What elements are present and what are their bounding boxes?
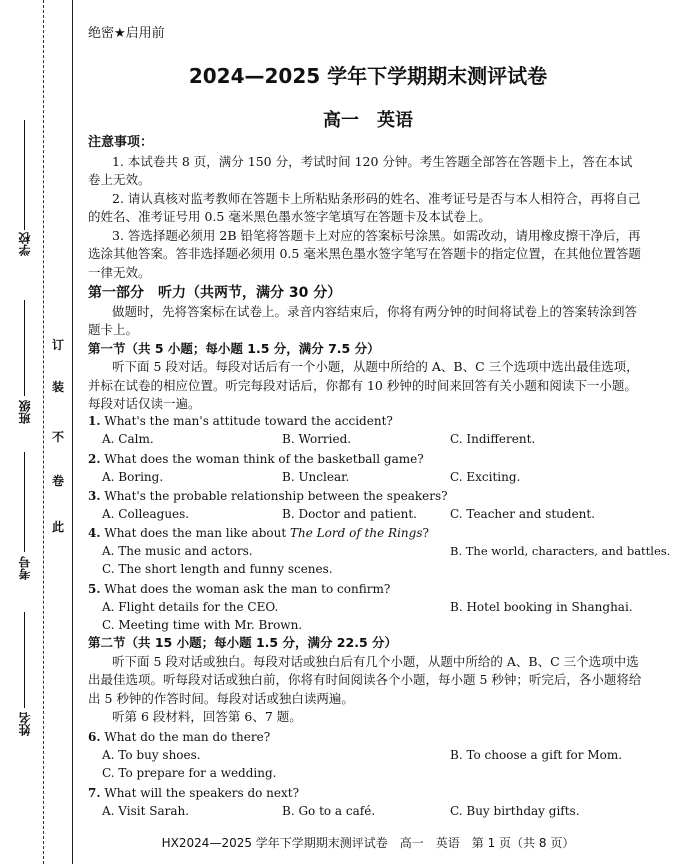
question-text: What does the woman ask the man to confirm? (104, 582, 391, 596)
question (88, 784, 644, 802)
option-b: B. Worried. (282, 432, 352, 446)
page-subtitle: 高一 英语 (323, 110, 413, 131)
option-a: A. Boring. (102, 470, 164, 484)
option-c: C. To prepare for a wedding. (102, 766, 277, 780)
class-label: 班级 (18, 400, 32, 424)
dashed-cut-line (43, 0, 44, 864)
question (88, 487, 644, 505)
option-c: C. Indifferent. (450, 432, 536, 446)
notice-block (88, 134, 644, 282)
page-footer: HX2024—2025 学年下学期期末测评试卷 高一 英语 第 1 页（共 8 页） (161, 836, 575, 850)
question (88, 412, 644, 430)
margin-line (72, 0, 73, 864)
question-number: 4. (88, 526, 101, 540)
name-blank (24, 612, 25, 708)
option-a: A. Flight details for the CEO. (102, 600, 279, 614)
seal-char: 此 (52, 520, 65, 534)
question (88, 450, 644, 468)
question-title-italic: The Lord of the Rings (290, 526, 423, 540)
option-b: B. To choose a gift for Mom. (450, 748, 623, 762)
school-label: 学校 (18, 232, 32, 256)
question-text: What's the probable relationship between the speakers? (104, 489, 448, 503)
exam-no-blank (24, 452, 25, 552)
notice-item: 2. 请认真核对监考教师在答题卡上所粘贴条形码的姓名、准考证号是否与本人相符合，再将自己的姓名、准考证号用 0.5 毫米黑色墨水签字笔填写在答题卡及本试卷上。 (88, 190, 641, 224)
seal-char: 装 (52, 380, 65, 394)
option-c: C. Meeting time with Mr. Brown. (102, 618, 303, 632)
option-c: C. Exciting. (450, 470, 521, 484)
question (88, 728, 644, 746)
question-text: What will the speakers do next? (104, 786, 300, 800)
section1-heading: 第一节（共 5 小题；每小题 1.5 分，满分 7.5 分） (88, 340, 380, 356)
option-b: B. Hotel booking in Shanghai. (450, 600, 633, 614)
section2-material: 听第 6 段材料，回答第 6、7 题。 (112, 709, 302, 724)
seal-char: 订 (52, 338, 65, 352)
seal-char: 卷 (52, 474, 65, 488)
option-a: A. The music and actors. (102, 544, 253, 558)
part1-block (88, 284, 644, 414)
option-b: B. Unclear. (282, 470, 350, 484)
question-number: 3. (88, 489, 101, 503)
question-text: What do the man do there? (104, 730, 271, 744)
section2-block (88, 634, 644, 727)
option-b: B. Go to a café. (282, 804, 376, 818)
question (88, 524, 644, 542)
section2-intro: 听下面 5 段对话或独白。每段对话或独白后有几个小题，从题中所给的 A、B、C 三个选项中选出最佳选项。听每段对话或独白前，你将有时间阅读各个小题，每小题 5 秒钟；听完后，各小题将给出 5 秒钟的作答时间。每段对话或独白读两遍。 (88, 653, 642, 706)
option-c: C. The short length and funny scenes. (102, 562, 333, 576)
section2-heading: 第二节（共 15 小题；每小题 1.5 分，满分 22.5 分） (88, 635, 397, 650)
class-blank (24, 300, 25, 396)
question-number: 6. (88, 730, 101, 744)
name-label: 姓名 (18, 712, 32, 736)
school-blank (24, 120, 25, 230)
question-number: 2. (88, 452, 101, 466)
option-c: C. Buy birthday gifts. (450, 804, 580, 818)
question-number: 7. (88, 786, 101, 800)
seal-char: 不 (52, 430, 65, 444)
option-a: A. Colleagues. (102, 507, 190, 521)
question (88, 580, 644, 598)
question-text-end: ? (422, 526, 429, 540)
section1-intro: 听下面 5 段对话。每段对话后有一个小题，从题中所给的 A、B、C 三个选项中选出最佳选项，并标在试卷的相应位置。听完每段对话后，你都有 10 秒钟的时间来回答有关小题和阅读下一小题。每段对话仅读一遍。 (88, 359, 639, 411)
exam-no-label: 考号 (18, 556, 32, 580)
option-a: A. To buy shoes. (102, 748, 201, 762)
question-number: 1. (88, 414, 101, 428)
notice-heading: 注意事项： (88, 135, 154, 150)
question-number: 5. (88, 582, 101, 596)
question-text: What does the woman think of the basketball game? (104, 452, 424, 466)
question-text: What's the man's attitude toward the accident? (104, 414, 393, 428)
option-b: B. The world, characters, and battles. (450, 544, 671, 558)
part1-heading: 第一部分 听力（共两节，满分 30 分） (88, 285, 342, 301)
notice-item: 1. 本试卷共 8 页，满分 150 分，考试时间 120 分钟。考生答题全部答在答题卡上，答在本试卷上无效。 (88, 153, 633, 187)
binding-gutter (0, 0, 70, 864)
page-title: 2024—2025 学年下学期期末测评试卷 (188, 64, 548, 88)
option-b: B. Doctor and patient. (282, 507, 417, 521)
option-a: A. Visit Sarah. (102, 804, 190, 818)
question-text: What does the man like about (104, 526, 291, 540)
option-a: A. Calm. (102, 432, 154, 446)
option-c: C. Teacher and student. (450, 507, 596, 521)
confidential-label: 绝密★启用前 (88, 26, 165, 41)
notice-item: 3. 答选择题必须用 2B 铅笔将答题卡上对应的答案标号涂黑。如需改动，请用橡皮擦干净后，再选涂其他答案。答非选择题必须用 0.5 毫米黑色墨水签字笔写在答题卡的指定位置，在其他位置答题一律无效。 (88, 227, 641, 280)
part1-intro: 做题时，先将答案标在试卷上。录音内容结束后，你将有两分钟的时间将试卷上的答案转涂到答题卡上。 (88, 303, 638, 337)
